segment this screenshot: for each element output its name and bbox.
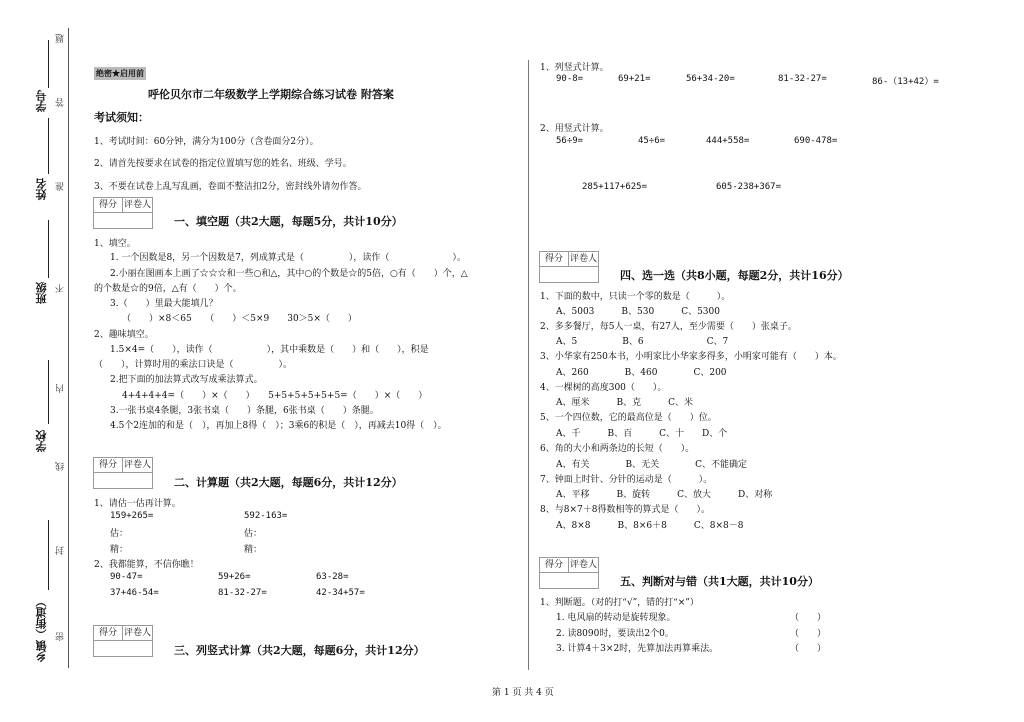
grader-label: 评卷人 — [123, 198, 152, 213]
s5-answer-blank: （ ） — [790, 629, 827, 639]
s4-line: 5、一个四位数，它的最高位是（ ）位。 — [540, 413, 717, 423]
s1-line: 2.把下面的加法算式改写成乘法算式。 — [110, 375, 263, 385]
score-label: 得分 — [540, 558, 569, 573]
score-label: 得分 — [94, 198, 123, 213]
s2-est-item: 估： — [110, 529, 129, 539]
margin-mark-feng: 封 — [56, 546, 66, 555]
margin-mark-bu: 不 — [56, 284, 66, 293]
s1-line: 1. 一个因数是8，另一个因数是7，列成算式是（ ），读作（ ）。 — [110, 253, 466, 263]
name-write-line — [48, 118, 49, 174]
s1-line: 3.一张书桌4条腿，3张书桌（ ）条腿，6张书桌（ ）条腿。 — [110, 406, 379, 416]
confidential-stamp: 绝密★启用前 — [96, 68, 144, 78]
margin-mark-da: 答 — [56, 98, 66, 107]
section2-title: 二、计算题（共2大题，每题6分，共计12分） — [174, 476, 403, 489]
s4-line: A、260 B、460 C、200 — [556, 368, 727, 378]
notice-item: 3、不要在试卷上乱写乱画，卷面不整洁扣2分，密封线外请勿作答。 — [94, 182, 367, 192]
s1-line: 2.小丽在图画本上画了☆☆☆和一些○和△，其中○的个数是☆的5倍，○有（ ）个，△ — [110, 269, 468, 279]
s5-answer-blank: （ ） — [790, 644, 827, 654]
s3-item: 90-8= — [556, 74, 584, 84]
margin-mark-ti: 题 — [56, 34, 66, 43]
s4-line: 6、角的大小和两条边的长短（ ）。 — [540, 444, 695, 454]
score-box — [539, 557, 599, 589]
s3-item: 690-478= — [794, 136, 838, 146]
s3-question: 1、列竖式计算。 — [540, 63, 609, 73]
margin-class-label: 班级 — [35, 282, 48, 304]
s4-line: 4、一棵树的高度300（ ）。 — [540, 383, 667, 393]
s5-answer-blank: （ ） — [790, 613, 827, 623]
page-number: 第 1 页 共 4 页 — [492, 688, 554, 698]
s2-calc-item: 42-34+57= — [316, 588, 365, 598]
s4-line: 7、钟面上时针、分针的运动是（ ）。 — [540, 475, 713, 485]
s5-item: 2. 读8090时，要读出2个0。 — [556, 629, 674, 639]
s4-line: A、8×8 B、8×6＋8 C、8×8－8 — [556, 521, 744, 531]
township-write-line — [48, 520, 49, 590]
s4-line: 1、下面的数中，只读一个零的数是（ ）。 — [540, 292, 731, 302]
grader-label: 评卷人 — [569, 252, 598, 267]
score-box — [93, 197, 153, 229]
s5-item: 3. 计算4＋3×2时，先算加法再算乘法。 — [556, 644, 719, 654]
s5-item: 1. 电风扇的转动是旋转现象。 — [556, 613, 676, 623]
student-id-write-line — [48, 40, 49, 88]
s2-est-item: 估： — [244, 529, 263, 539]
s2-est-item: 592-163= — [244, 511, 288, 521]
s2-question: 2、我都能算，不信你瞧！ — [94, 560, 199, 570]
s1-line: 1、填空。 — [94, 239, 136, 249]
exam-title: 呼伦贝尔市二年级数学上学期综合练习试卷 附答案 — [148, 88, 394, 101]
s3-item: 444+558= — [706, 136, 750, 146]
s4-line: A、千 B、百 C、十 D、个 — [556, 429, 728, 439]
s5-question: 1、判断题。（对的打“√”，错的打“×”） — [540, 598, 699, 608]
binding-line — [68, 28, 69, 668]
s1-line: （ ），计算时用的乘法口诀是（ ）。 — [94, 360, 293, 370]
s3-item: 86-（13+42）= — [872, 77, 939, 87]
s4-line: A、有关 B、无关 C、不能确定 — [556, 460, 748, 470]
s2-calc-item: 81-32-27= — [218, 588, 267, 598]
notice-item: 1、考试时间：60分钟，满分为100分（含卷面分2分）。 — [94, 137, 319, 147]
class-write-line — [48, 220, 49, 278]
s3-item: 56+34-20= — [686, 74, 735, 84]
s3-item: 81-32-27= — [778, 74, 827, 84]
s2-calc-item: 63-28= — [316, 572, 349, 582]
s2-est-item: 精： — [110, 545, 129, 555]
margin-school-label: 学校 — [35, 430, 48, 452]
s2-question: 1、请估一估再计算。 — [94, 499, 181, 509]
s1-line: （ ）×8＜65 （ ）＜5×9 30＞5×（ ） — [122, 314, 357, 324]
s3-question: 2、用竖式计算。 — [540, 124, 609, 134]
margin-mark-nei: 内 — [56, 384, 66, 393]
s3-item: 45÷6= — [638, 136, 666, 146]
s1-line: 3.（ ）里最大能填几？ — [110, 299, 218, 309]
s3-item: 56÷9= — [556, 136, 584, 146]
score-box — [93, 457, 153, 489]
notice-heading: 考试须知： — [94, 111, 149, 124]
section4-title: 四、选一选（共8小题，每题2分，共计16分） — [620, 269, 849, 282]
school-write-line — [48, 360, 49, 424]
s3-item: 605-238+367= — [716, 182, 782, 192]
s4-line: 2、多多餐厅，每5人一桌，有27人，至少需要（ ）张桌子。 — [540, 322, 797, 332]
section1-title: 一、填空题（共2大题，每题5分，共计10分） — [174, 215, 403, 228]
section3-title: 三、列竖式计算（共2大题，每题6分，共计12分） — [174, 644, 425, 657]
notice-item: 2、请首先按要求在试卷的指定位置填写您的姓名、班级、学号。 — [94, 159, 352, 169]
margin-student-id-label: 学号 — [35, 90, 48, 112]
grader-label: 评卷人 — [123, 626, 152, 641]
s4-line: 8、与8×7＋8得数相等的算式是（ ）。 — [540, 505, 710, 515]
s1-line: 4+4+4+4=（ ）×（ ） 5+5+5+5+5+5=（ ）×（ ） — [122, 391, 428, 401]
section5-title: 五、判断对与错（共1大题，共计10分） — [620, 575, 819, 588]
column-divider — [528, 60, 529, 670]
score-box — [539, 251, 599, 283]
margin-mark-zhun: 准 — [56, 182, 66, 191]
s2-est-item: 159+265= — [110, 511, 154, 521]
s2-est-item: 精： — [244, 545, 263, 555]
margin-mark-xian: 线 — [56, 462, 66, 471]
s4-line: A、平移 B、旋转 C、放大 D、对称 — [556, 490, 773, 500]
margin-mark-mi: 密 — [56, 632, 66, 641]
margin-township-label: 乡镇（街道） — [35, 596, 48, 662]
score-label: 得分 — [94, 626, 123, 641]
s4-line: A、5 B、6 C、7 — [556, 337, 729, 347]
s2-calc-item: 59+26= — [218, 572, 251, 582]
s4-line: 3、小华家有250本书，小明家比小华家多得多，小明家可能有（ ）本。 — [540, 352, 842, 362]
s3-item: 285+117+625= — [582, 182, 648, 192]
s1-line: 1.5×4=（ ），读作（ ），其中乘数是（ ）和（ ），积是 — [110, 345, 429, 355]
s4-line: A、5003 B、530 C、5300 — [556, 307, 720, 317]
s3-item: 69+21= — [618, 74, 651, 84]
grader-label: 评卷人 — [123, 458, 152, 473]
s1-line: 4.5个2连加的和是（ ），再加上8得（ ）；3乘6的积是（ ），再减去10得（ ）。 — [110, 421, 447, 431]
score-label: 得分 — [540, 252, 569, 267]
score-box — [93, 625, 153, 657]
s1-line: 2、趣味填空。 — [94, 330, 154, 340]
s1-line: 的个数是☆的9倍，△有（ ）个。 — [94, 284, 242, 294]
grader-label: 评卷人 — [569, 558, 598, 573]
score-label: 得分 — [94, 458, 123, 473]
s2-calc-item: 37+46-54= — [110, 588, 159, 598]
s4-line: A、厘米 B、克 C、米 — [556, 398, 694, 408]
s2-calc-item: 90-47= — [110, 572, 143, 582]
margin-name-label: 姓名 — [35, 178, 48, 200]
